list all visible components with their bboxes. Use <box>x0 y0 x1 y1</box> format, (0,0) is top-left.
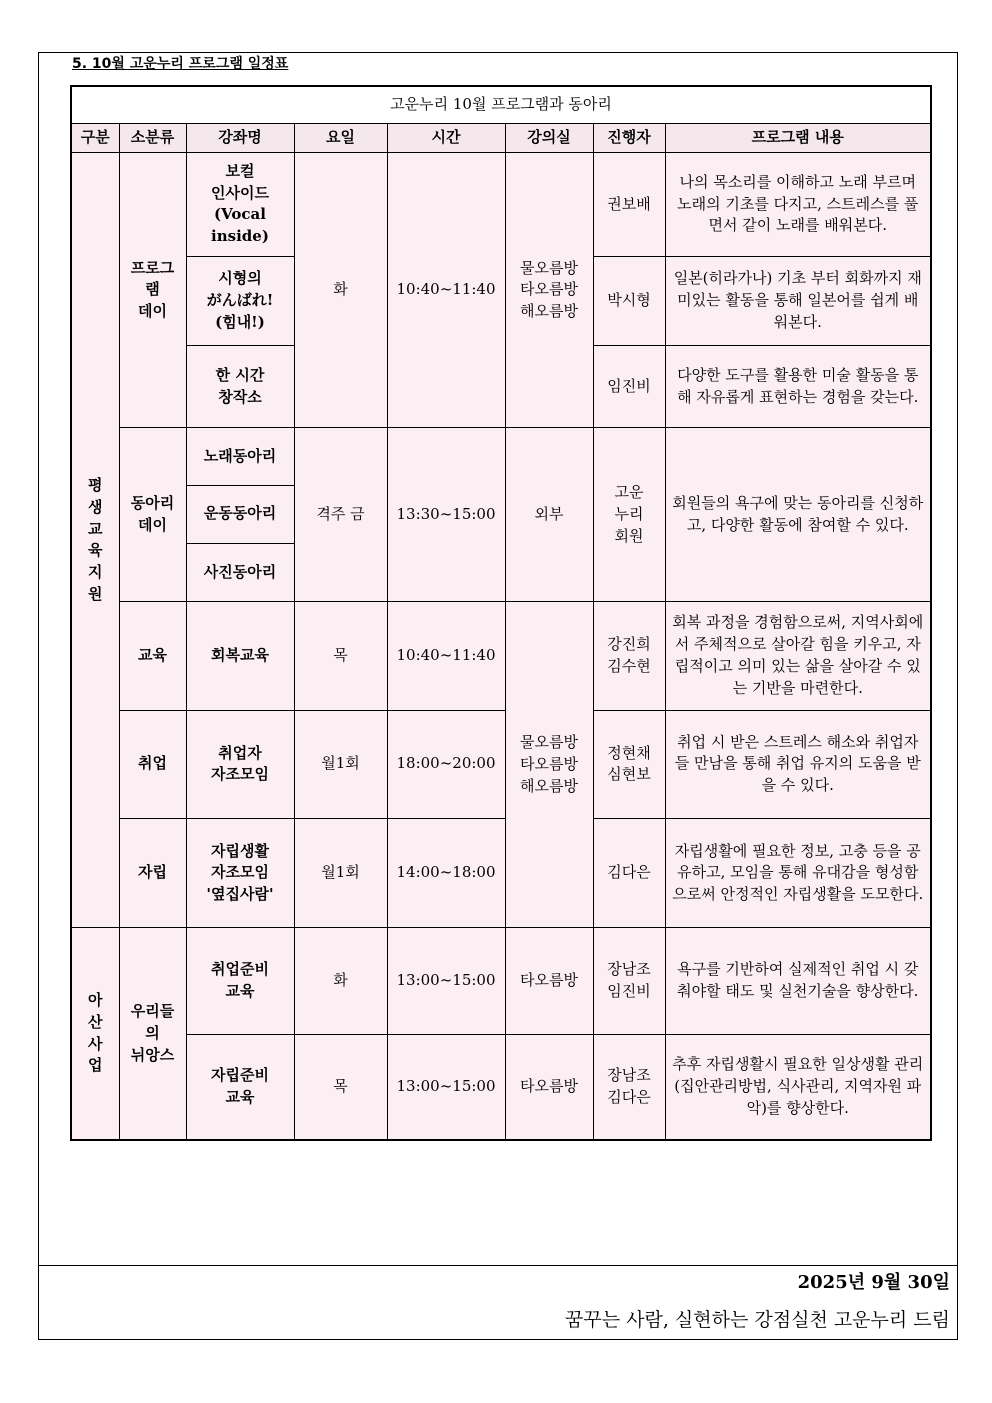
table-row <box>71 428 931 485</box>
table-row <box>71 819 931 928</box>
room-cell: 타오름방 <box>505 928 593 1034</box>
course-vocal-inside: 보컬 인사이드 (Vocal inside) <box>186 153 294 256</box>
time-cell: 14:00~18:00 <box>387 819 505 928</box>
course-sports-club: 운동동아리 <box>186 485 294 543</box>
room-cell: 물오름방 타오름방 해오름방 <box>505 602 593 928</box>
instructor-cell: 장남조 임진비 <box>593 928 665 1034</box>
day-cell: 격주 금 <box>294 428 387 602</box>
subcategory-club-day: 동아리 데이 <box>119 428 186 602</box>
instructor-cell: 강진희 김수현 <box>593 602 665 710</box>
table-row <box>71 928 931 1034</box>
header-time: 시간 <box>387 124 505 153</box>
content-cell: 다양한 도구를 활용한 미술 활동을 통해 자유롭게 표현하는 경험을 갖는다. <box>665 346 931 428</box>
header-course: 강좌명 <box>186 124 294 153</box>
instructor-cell: 박시형 <box>593 256 665 345</box>
room-cell: 물오름방 타오름방 해오름방 <box>505 153 593 428</box>
instructor-cell: 김다은 <box>593 819 665 928</box>
table-row <box>71 710 931 818</box>
instructor-cell: 정현채 심현보 <box>593 710 665 818</box>
room-cell: 외부 <box>505 428 593 602</box>
footer-divider <box>38 1265 958 1266</box>
time-cell: 13:00~15:00 <box>387 1034 505 1140</box>
time-cell: 10:40~11:40 <box>387 602 505 710</box>
header-subcategory: 소분류 <box>119 124 186 153</box>
course-employee-group: 취업자 자조모임 <box>186 710 294 818</box>
course-creative: 한 시간 창작소 <box>186 346 294 428</box>
course-song-club: 노래동아리 <box>186 428 294 485</box>
instructor-cell: 임진비 <box>593 346 665 428</box>
content-cell: 취업 시 받은 스트레스 해소와 취업자들 만남을 통해 취업 유지의 도움을 받을 수 있다. <box>665 710 931 818</box>
issue-date: 2025년 9월 30일 <box>797 1272 950 1293</box>
header-room: 강의실 <box>505 124 593 153</box>
slogan: 꿈꾸는 사람, 실현하는 강점실천 고운누리 드림 <box>565 1309 950 1331</box>
header-category: 구분 <box>71 124 119 153</box>
time-cell: 13:00~15:00 <box>387 928 505 1034</box>
header-content: 프로그램 내용 <box>665 124 931 153</box>
content-cell: 나의 목소리를 이해하고 노래 부르며 노래의 기초를 다지고, 스트레스를 풀면서 같이 노래를 배워본다. <box>665 153 931 256</box>
schedule-table <box>70 85 932 1141</box>
day-cell: 목 <box>294 602 387 710</box>
time-cell: 10:40~11:40 <box>387 153 505 428</box>
table-row <box>71 602 931 710</box>
content-cell: 추후 자립생활시 필요한 일상생활 관리(집안관리방법, 식사관리, 지역자원 파악)를 향상한다. <box>665 1034 931 1140</box>
subcategory-independence: 자립 <box>119 819 186 928</box>
instructor-cell: 고운 누리 회원 <box>593 428 665 602</box>
course-recovery: 회복교육 <box>186 602 294 710</box>
course-photo-club: 사진동아리 <box>186 543 294 601</box>
content-cell: 일본(히라가나) 기초 부터 회화까지 재미있는 활동을 통해 일본어를 쉽게 배워본다. <box>665 256 931 345</box>
category-lifelong: 평 생 교 육 지 원 <box>71 153 119 928</box>
course-japanese: 시형의 がんばれ! (힘내!) <box>186 256 294 345</box>
day-cell: 화 <box>294 928 387 1034</box>
category-asan: 아 산 사 업 <box>71 928 119 1140</box>
day-cell: 월1회 <box>294 710 387 818</box>
course-job-prep: 취업준비 교육 <box>186 928 294 1034</box>
subcategory-program-day: 프로그램 데이 <box>119 153 186 428</box>
table-row <box>71 1034 931 1140</box>
instructor-cell: 장남조 김다은 <box>593 1034 665 1140</box>
content-cell: 욕구를 기반하여 실제적인 취업 시 갖춰야할 태도 및 실천기술을 향상한다. <box>665 928 931 1034</box>
time-cell: 13:30~15:00 <box>387 428 505 602</box>
content-cell: 자립생활에 필요한 정보, 고충 등을 공유하고, 모임을 통해 유대감을 형성함으로써 안정적인 자립생활을 도모한다. <box>665 819 931 928</box>
day-cell: 목 <box>294 1034 387 1140</box>
instructor-cell: 권보배 <box>593 153 665 256</box>
table-title: 고운누리 10월 프로그램과 동아리 <box>71 86 931 124</box>
course-indep-prep: 자립준비 교육 <box>186 1034 294 1140</box>
content-cell: 회복 과정을 경험함으로써, 지역사회에서 주체적으로 살아갈 힘을 키우고, 자립적이고 의미 있는 삶을 살아갈 수 있는 기반을 마련한다. <box>665 602 931 710</box>
room-cell: 타오름방 <box>505 1034 593 1140</box>
time-cell: 18:00~20:00 <box>387 710 505 818</box>
header-row <box>71 124 931 153</box>
course-independent-group: 자립생활 자조모임 '옆집사람' <box>186 819 294 928</box>
subcategory-nuance: 우리들의 뉘앙스 <box>119 928 186 1140</box>
day-cell: 월1회 <box>294 819 387 928</box>
subcategory-education: 교육 <box>119 602 186 710</box>
subcategory-employment: 취업 <box>119 710 186 818</box>
content-cell: 회원들의 욕구에 맞는 동아리를 신청하고, 다양한 활동에 참여할 수 있다. <box>665 428 931 602</box>
table-row <box>71 153 931 256</box>
section-heading: 5. 10월 고운누리 프로그램 일정표 <box>72 56 289 72</box>
header-day: 요일 <box>294 124 387 153</box>
day-cell: 화 <box>294 153 387 428</box>
header-instructor: 진행자 <box>593 124 665 153</box>
